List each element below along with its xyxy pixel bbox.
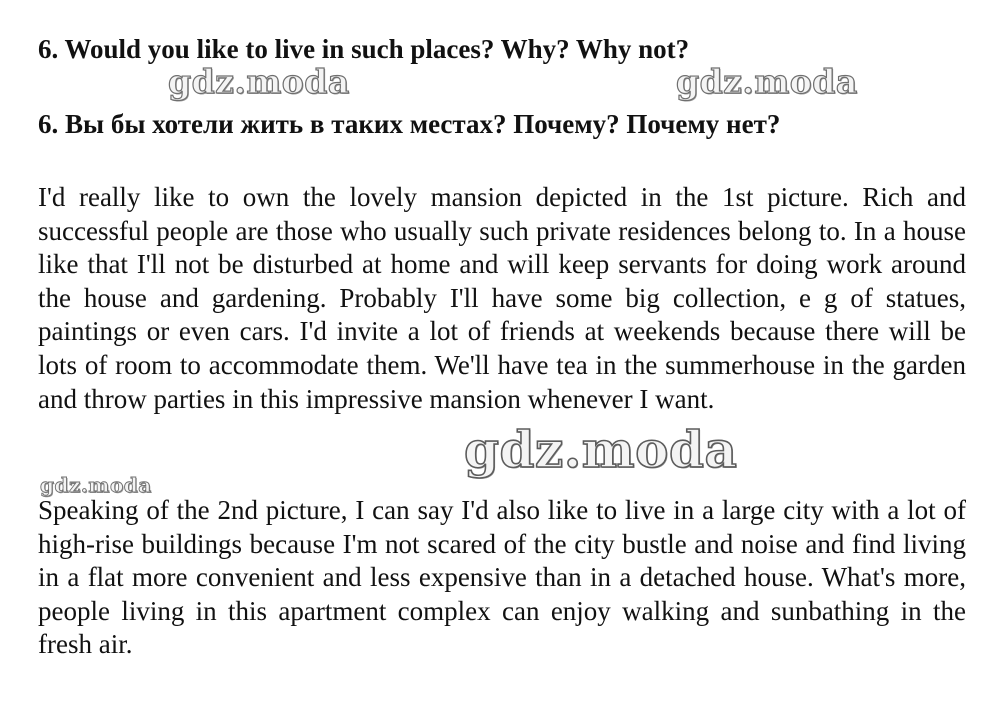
- watermark-logo: gdz.moda: [168, 62, 350, 101]
- watermark-logo: gdz.moda: [464, 420, 738, 479]
- watermark-logo: gdz.moda: [676, 62, 858, 101]
- question-heading-russian: 6. Вы бы хотели жить в таких местах? Почему? Почему нет?: [38, 109, 781, 139]
- watermark-logo: gdz.moda: [40, 473, 152, 497]
- answer-paragraph-1: I'd really like to own the lovely mansion depicted in the 1st picture. Rich and successful people are those who usually such private residences belong to. In a house like that I'll not be disturbed at home and will keep servants for doing work around the house and gardening. Probably I'll have some big collection, e g of statues, paintings or even cars. I'd invite a lot of friends at weekends because there will be lots of room to accommodate them. We'll have tea in the summerhouse in the garden and throw parties in this impressive mansion whenever I want.: [38, 182, 966, 414]
- question-heading-english: 6. Would you like to live in such places? Why? Why not?: [38, 34, 690, 64]
- answer-paragraph-2: Speaking of the 2nd picture, I can say I'd also like to live in a large city with a lot of high-rise buildings because I'm not scared of the city bustle and noise and find living in a flat more convenient and less expensive than in a detached house. What's more, people living in this apartment complex can enjoy walking and sunbathing in the fresh air.: [38, 495, 966, 660]
